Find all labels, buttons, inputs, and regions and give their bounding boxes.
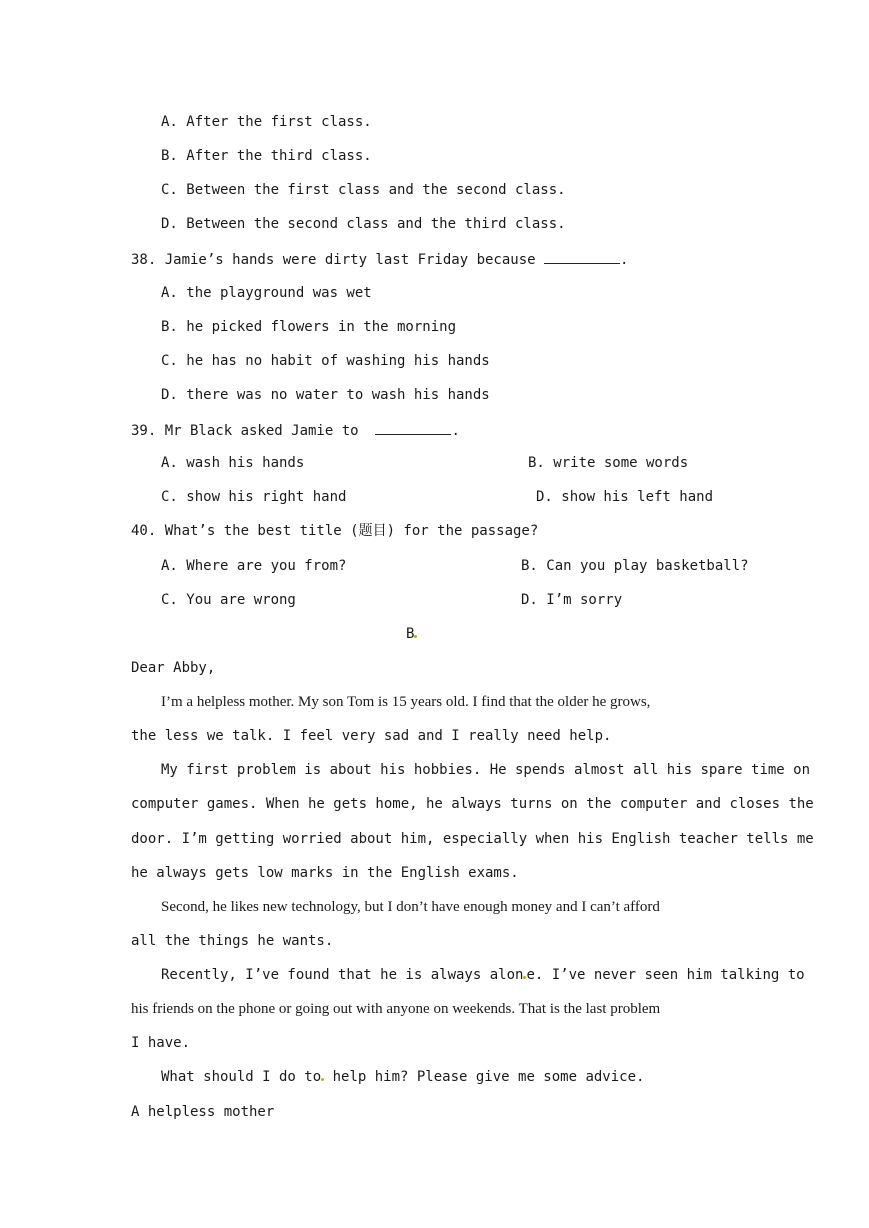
- letter-p1-line1: I’m a helpless mother. My son Tom is 15 years old. I find that the older he grows,: [161, 694, 651, 710]
- q37-option-b: B. After the third class.: [161, 148, 372, 164]
- letter-p2-line1: My first problem is about his hobbies. He spends almost all his spare time on: [161, 762, 811, 778]
- q38-option-a: A. the playground was wet: [161, 285, 372, 301]
- letter-p4-line3: I have.: [131, 1035, 191, 1051]
- q38-option-d: D. there was no water to wash his hands: [161, 387, 490, 403]
- q38-question: [131, 249, 628, 269]
- letter-p1-line2: the less we talk. I feel very sad and I really need help.: [131, 728, 612, 744]
- q39-stem-end: .: [451, 423, 460, 439]
- letter-p4-line1-part2: e. I’ve never seen him talking to: [526, 967, 805, 983]
- q40-question: 40. What’s the best title (题目) for the passage?: [131, 523, 539, 539]
- letter-p3-line1: Second, he likes new technology, but I don’t have enough money and I can’t afford: [161, 899, 660, 915]
- q38-option-c: C. he has no habit of washing his hands: [161, 353, 490, 369]
- letter-p2-line2: computer games. When he gets home, he always turns on the computer and closes the: [131, 796, 814, 812]
- q38-answer-blank: [544, 249, 620, 264]
- letter-p5-part1: What should I do to: [161, 1069, 322, 1085]
- q39-option-d: D. show his left hand: [536, 489, 714, 505]
- q37-option-c: C. Between the first class and the second class.: [161, 182, 566, 198]
- q39-stem: 39. Mr Black asked Jamie to: [131, 423, 359, 439]
- q39-answer-blank: [375, 420, 451, 435]
- letter-p2-line3: door. I’m getting worried about him, especially when his English teacher tells me: [131, 831, 814, 847]
- letter-p3-line2: all the things he wants.: [131, 933, 334, 949]
- mark-dot-icon: [414, 635, 417, 638]
- q40-option-a: A. Where are you from?: [161, 558, 347, 574]
- q40-option-d: D. I’m sorry: [521, 592, 623, 608]
- letter-signature: A helpless mother: [131, 1104, 275, 1120]
- letter-p4-line2: his friends on the phone or going out with anyone on weekends. That is the last problem: [131, 1001, 661, 1017]
- q40-option-c: C. You are wrong: [161, 592, 296, 608]
- q37-option-a: A. After the first class.: [161, 114, 372, 130]
- letter-p2-line4: he always gets low marks in the English exams.: [131, 865, 519, 881]
- q39-option-b: B. write some words: [528, 455, 689, 471]
- q39-option-a: A. wash his hands: [161, 455, 305, 471]
- letter-p4-line1: [161, 966, 805, 984]
- q39-question: [131, 420, 460, 440]
- section-b-heading-text: B: [406, 626, 415, 642]
- q38-stem-end: .: [620, 252, 629, 268]
- q40-option-b: B. Can you play basketball?: [521, 558, 749, 574]
- letter-p5: [161, 1068, 644, 1086]
- q37-option-d: D. Between the second class and the third class.: [161, 216, 566, 232]
- section-b-heading: [406, 625, 417, 643]
- letter-greeting: Dear Abby,: [131, 660, 216, 676]
- q38-stem: 38. Jamie’s hands were dirty last Friday because: [131, 252, 536, 268]
- letter-p5-part2: help him? Please give me some advice.: [324, 1069, 645, 1085]
- q39-option-c: C. show his right hand: [161, 489, 347, 505]
- q38-option-b: B. he picked flowers in the morning: [161, 319, 457, 335]
- letter-p4-line1-part1: Recently, I’ve found that he is always alon: [161, 967, 524, 983]
